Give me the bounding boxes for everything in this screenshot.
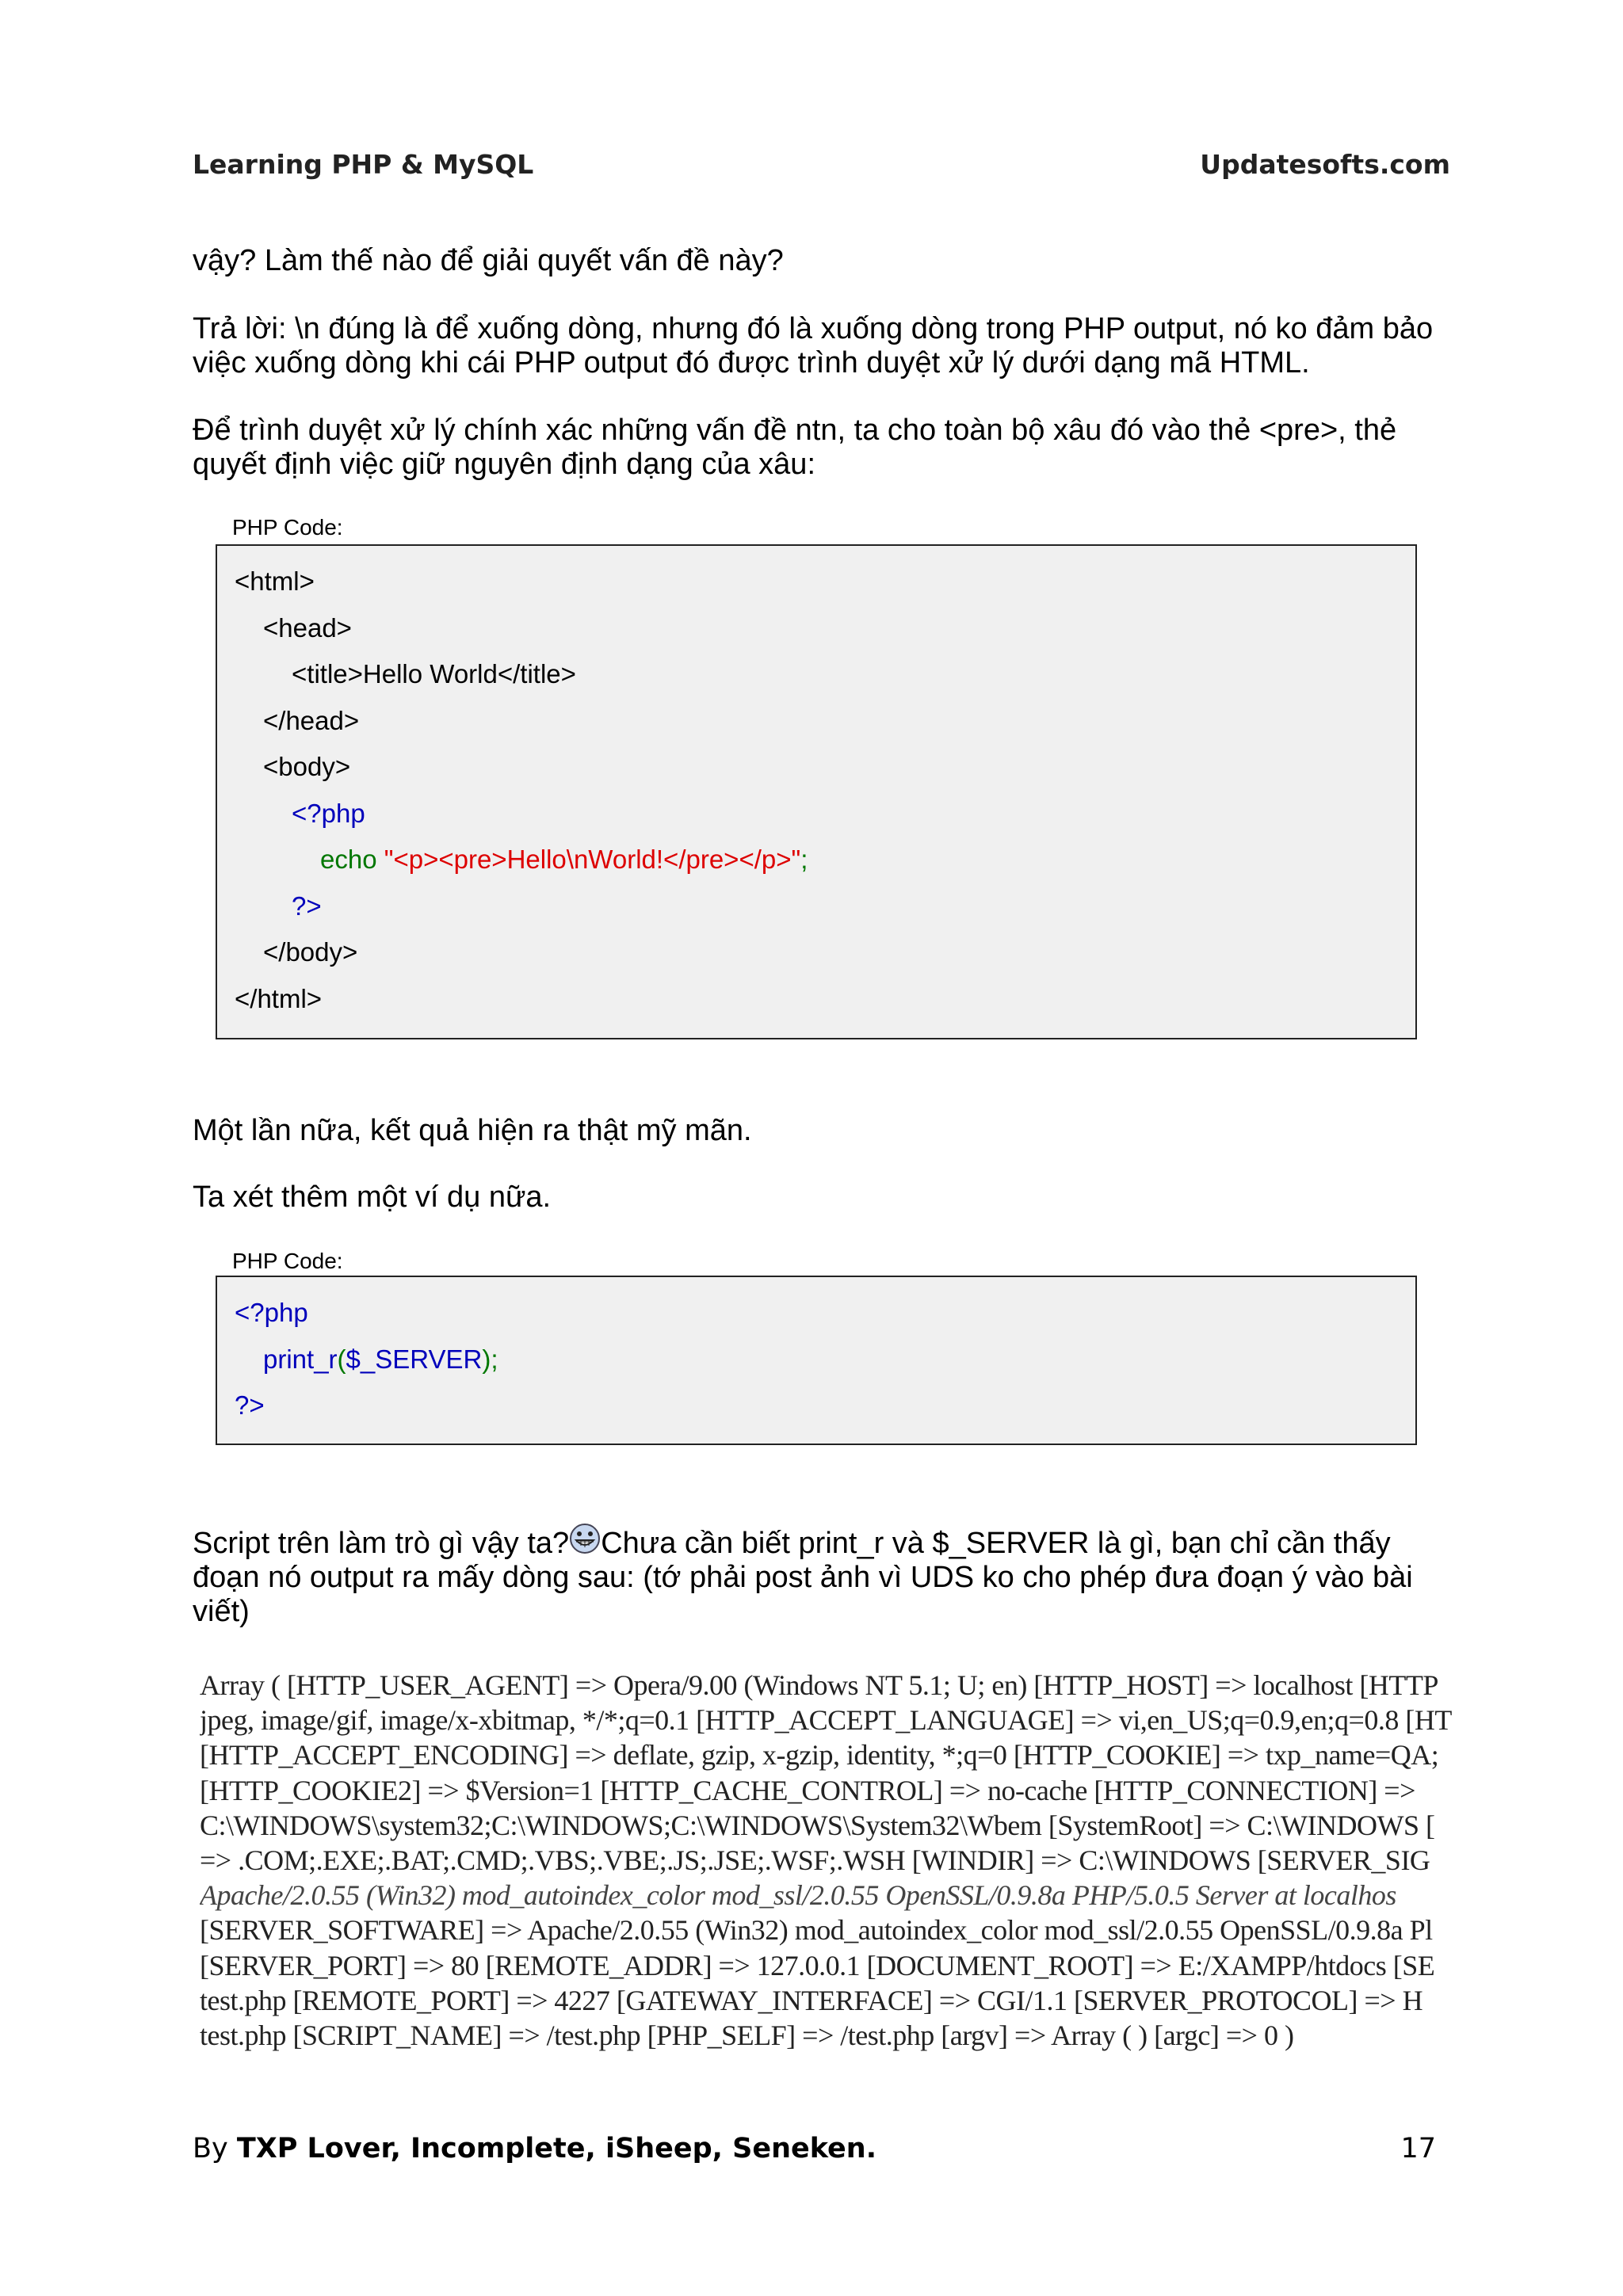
code-variable: $_SERVER	[346, 1344, 483, 1374]
code-line: <?php	[292, 798, 365, 828]
paragraph: Script trên làm trò gì vậy ta? Chưa cần biết print_r và $_SERVER là gì, bạn chỉ cần thấy đoạn nó output ra mấy dòng sau: (tớ phải post ảnh vì UDS ko cho phép đưa đoạn ý vào bài viết)	[193, 1523, 1445, 1629]
paragraph: Một lần nữa, kết quả hiện ra thật mỹ mãn.	[193, 1114, 752, 1147]
code-line: </body>	[263, 937, 358, 967]
code-line: ?>	[235, 1390, 265, 1420]
output-screenshot	[200, 1668, 1468, 2054]
output-line: test.php [REMOTE_PORT] => 4227 [GATEWAY_INTERFACE] => CGI/1.1 [SERVER_PROTOCOL] => H	[200, 1984, 1423, 2016]
code-line: ?>	[292, 891, 322, 921]
output-line: Array ( [HTTP_USER_AGENT] => Opera/9.00 (Windows NT 5.1; U; en) [HTTP_HOST] => localhost [HTTP	[200, 1669, 1438, 1701]
output-line: [HTTP_COOKIE2] => $Version=1 [HTTP_CACHE_CONTROL] => no-cache [HTTP_CONNECTION] =>	[200, 1774, 1415, 1806]
paragraph: Trả lời: \n đúng là để xuống dòng, nhưng đó là xuống dòng trong PHP output, nó ko đảm bảo việc xuống dòng khi cái PHP output đó được trình duyệt xử lý dưới dạng mã HTML.	[193, 312, 1434, 379]
code-line	[235, 1337, 1415, 1383]
code-line: </head>	[263, 705, 360, 735]
code-string: "<p><pre>Hello\nWorld!</pre></p>"	[384, 845, 801, 874]
output-line: C:\WINDOWS\system32;C:\WINDOWS;C:\WINDOWS\System32\Wbem [SystemRoot] => C:\WINDOWS [	[200, 1809, 1435, 1841]
code-label: PHP Code:	[232, 1249, 343, 1273]
code-label: PHP Code:	[232, 515, 343, 540]
code-function: print_r	[263, 1344, 338, 1374]
code-punctuation: );	[482, 1344, 498, 1374]
header-site: Updatesofts.com	[1200, 149, 1450, 180]
code-keyword: echo	[320, 845, 384, 874]
code-block	[216, 1276, 1417, 1445]
code-line: <?php	[235, 1298, 308, 1327]
code-punctuation: ;	[800, 845, 808, 874]
page-number: 17	[1400, 2133, 1436, 2164]
output-line: Apache/2.0.55 (Win32) mod_autoindex_color mod_ssl/2.0.55 OpenSSL/0.9.8a PHP/5.0.5 Server at localhos	[200, 1879, 1396, 1912]
output-line: => .COM;.EXE;.BAT;.CMD;.VBS;.VBE;.JS;.JSE;.WSF;.WSH [WINDIR] => C:\WINDOWS [SERVER_SIG	[200, 1844, 1430, 1876]
grin-smiley-icon	[569, 1523, 601, 1554]
output-line: test.php [SCRIPT_NAME] => /test.php [PHP_SELF] => /test.php [argv] => Array ( ) [argc] => 0 )	[200, 2019, 1294, 2051]
code-line: </html>	[235, 983, 323, 1013]
footer-credits: By TXP Lover, Incomplete, iSheep, Seneken.	[193, 2133, 877, 2164]
code-line: <title>Hello World</title>	[292, 659, 576, 688]
output-line: [HTTP_ACCEPT_ENCODING] => deflate, gzip, x-gzip, identity, *;q=0 [HTTP_COOKIE] => txp_name=QA;	[200, 1739, 1439, 1772]
code-line	[235, 837, 1415, 883]
code-line: <html>	[235, 566, 315, 596]
paragraph: Để trình duyệt xử lý chính xác những vấn đề ntn, ta cho toàn bộ xâu đó vào thẻ <pre>, thẻ quyết định việc giữ nguyên định dạng của xâu:	[193, 414, 1397, 481]
footer-authors: TXP Lover, Incomplete, iSheep, Seneken.	[236, 2133, 877, 2164]
code-punctuation: (	[337, 1344, 346, 1374]
paragraph: vậy? Làm thế nào để giải quyết vấn đề này?	[193, 244, 784, 277]
output-line: jpeg, image/gif, image/x-xbitmap, */*;q=0.1 [HTTP_ACCEPT_LANGUAGE] => vi,en_US;q=0.9,en;q=0.8 [HT	[200, 1704, 1452, 1737]
code-line: <head>	[263, 612, 352, 643]
code-line: <body>	[263, 752, 351, 781]
code-block	[216, 544, 1417, 1039]
output-line: [SERVER_PORT] => 80 [REMOTE_ADDR] => 127.0.0.1 [DOCUMENT_ROOT] => E:/XAMPP/htdocs [SE	[200, 1949, 1435, 1981]
paragraph: Ta xét thêm một ví dụ nữa.	[193, 1180, 552, 1214]
header-title: Learning PHP & MySQL	[193, 149, 534, 180]
output-line: [SERVER_SOFTWARE] => Apache/2.0.55 (Win32) mod_autoindex_color mod_ssl/2.0.55 OpenSSL/0.9.8a Pl	[200, 1914, 1433, 1947]
